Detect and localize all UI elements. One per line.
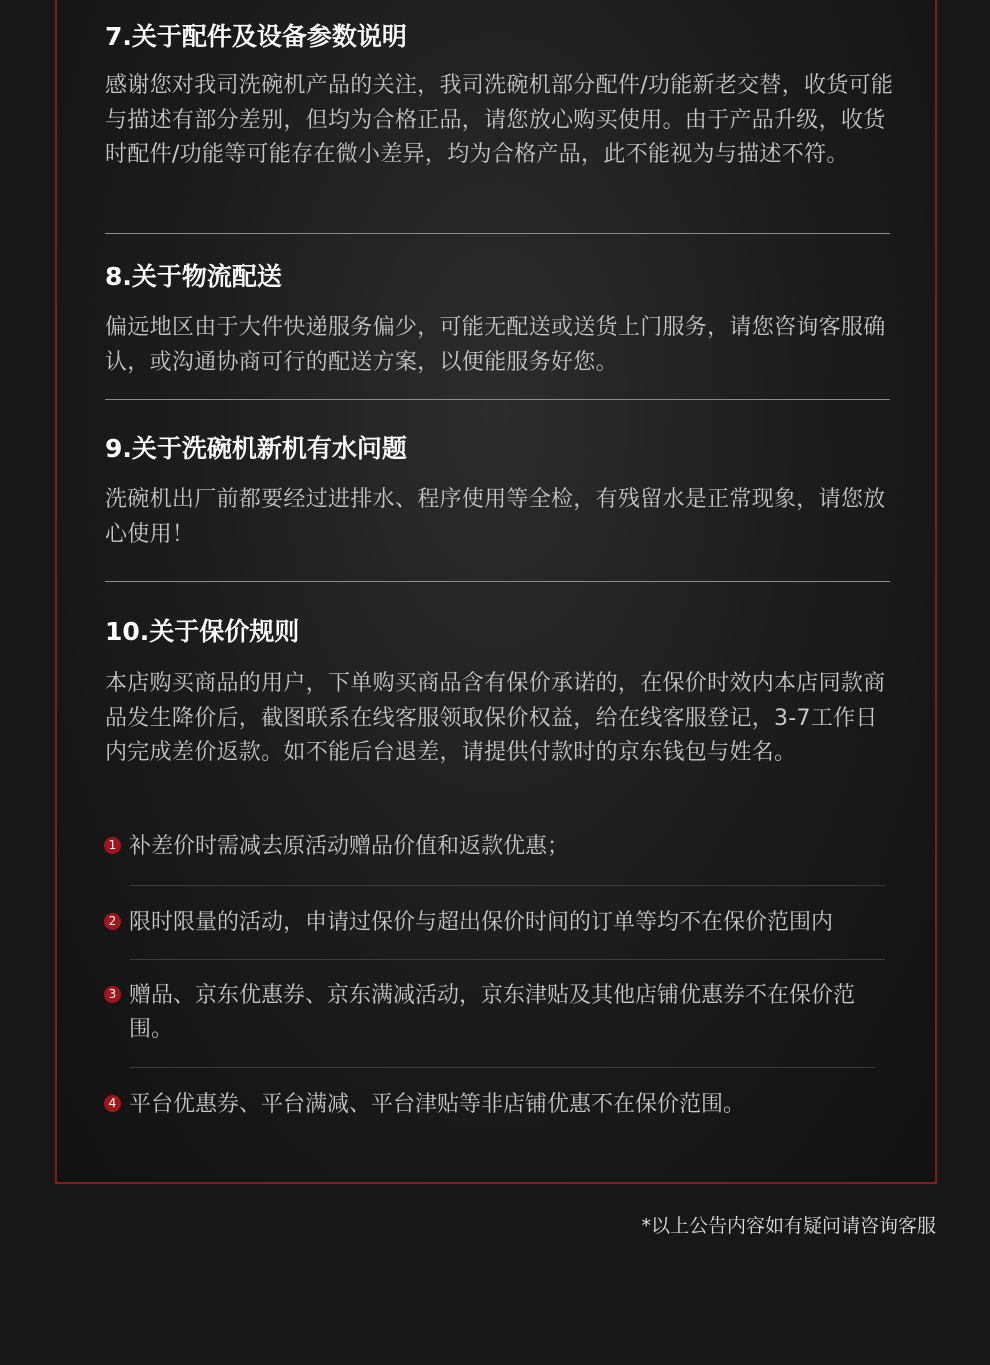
section-body: 感谢您对我司洗碗机产品的关注，我司洗碗机部分配件/功能新老交替，收货可能与描述有部分差别，但均为合格正品，请您放心购买使用。由于产品升级，收货时配件/功能等可能存在微小差异，均为合格产品，此不能视为与描述不符。 [105,73,894,167]
section-body: 偏远地区由于大件快递服务偏少，可能无配送或送货上门服务，请您咨询客服确认，或沟通协商可行的配送方案，以便能服务好您。 [105,315,886,375]
list-item-text: 限时限量的活动，申请过保价与超出保价时间的订单等均不在保价范围内 [129,910,834,935]
number-badge: 4 [104,1095,121,1112]
section-title: 8.关于物流配送 [105,262,282,291]
list-item-text: 补差价时需减去原活动赠品价值和返款优惠； [129,834,570,859]
divider [130,1067,875,1068]
divider [130,959,885,960]
number-badge: 2 [104,913,121,930]
list-item [104,979,864,1047]
divider [105,581,890,582]
section-title: 9.关于洗碗机新机有水问题 [105,434,407,463]
section-title: 10.关于保价规则 [105,617,300,646]
divider [130,885,885,886]
divider [105,399,890,400]
section-body: 洗碗机出厂前都要经过进排水、程序使用等全检，有残留水是正常现象，请您放心使用！ [105,487,886,547]
list-item [104,1088,894,1122]
section-logistics [105,260,900,380]
section-water [105,432,900,552]
list-item-text: 平台优惠券、平台满减、平台津贴等非店铺优惠不在保价范围。 [129,1092,746,1117]
section-body: 本店购买商品的用户，下单购买商品含有保价承诺的，在保价时效内本店同款商品发生降价后，截图联系在线客服领取保价权益，给在线客服登记，3-7工作日内完成差价返款。如不能后台退差，请提供付款时的京东钱包与姓名。 [105,671,886,765]
list-item [104,830,894,864]
section-price-protection [105,615,900,771]
section-title: 7.关于配件及设备参数说明 [105,22,407,51]
divider [105,233,890,234]
list-item [104,906,894,940]
section-accessories [105,20,900,173]
list-item-text: 赠品、京东优惠券、京东满减活动，京东津贴及其他店铺优惠券不在保价范围。 [129,983,856,1042]
number-badge: 3 [104,986,121,1003]
number-badge: 1 [104,837,121,854]
footnote: *以上公告内容如有疑问请咨询客服 [641,1215,936,1237]
